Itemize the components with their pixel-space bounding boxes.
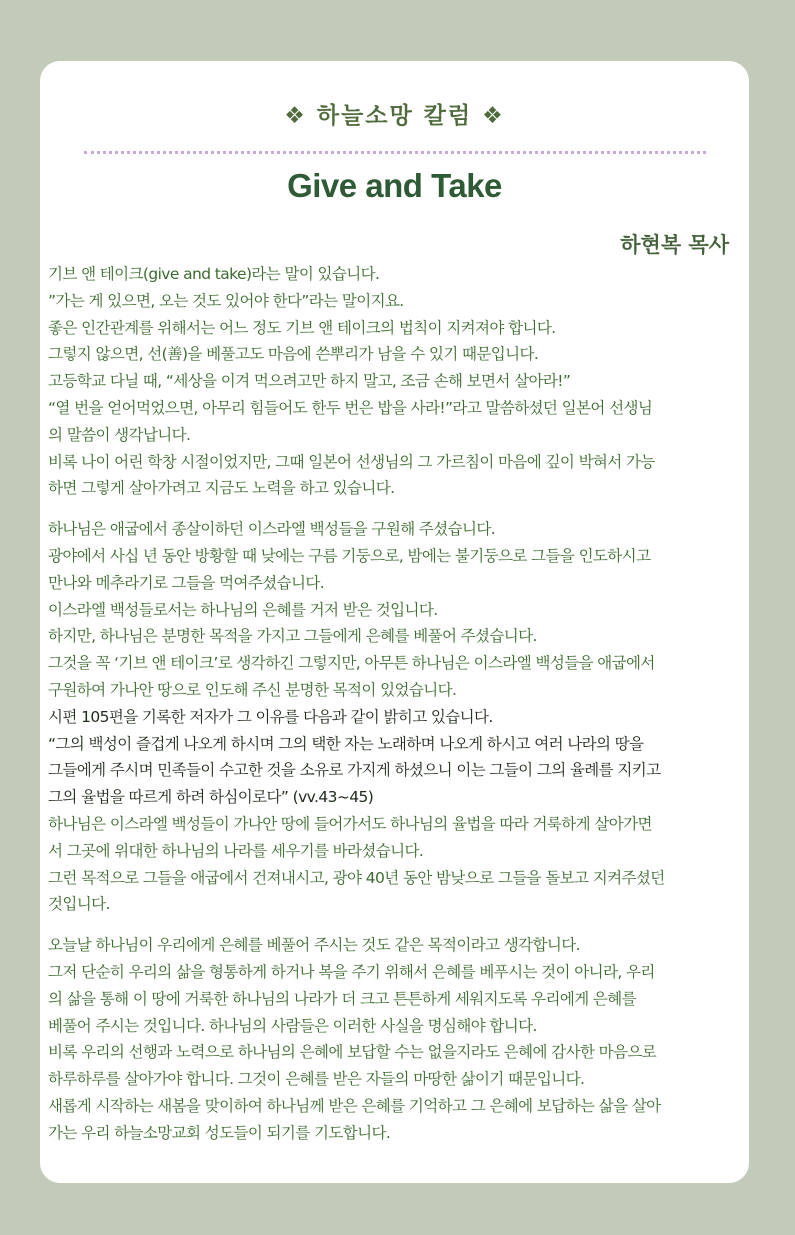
body-line: 새롭게 시작하는 새봄을 맞이하여 하나님께 받은 은혜를 기억하고 그 은혜에 보답하는 삶을 살아 [48,1096,661,1115]
body-line: 만나와 메추라기로 그들을 먹여주셨습니다. [48,573,325,592]
body-line: 것입니다. [48,895,110,914]
column-title: Give and Take [287,167,502,204]
body-line: 의 삶을 통해 이 땅에 거룩한 하나님의 나라가 더 크고 튼튼하게 세워지도록 우리에게 은혜를 [48,989,637,1008]
body-line: 하지만, 하나님은 분명한 목적을 가지고 그들에게 은혜를 베풀어 주셨습니다. [48,627,537,646]
body-line: 좋은 인간관계를 위해서는 어느 정도 기브 앤 테이크의 법칙이 지켜져야 합니다. [48,318,556,337]
scripture-quote-line: “그의 백성이 즐겁게 나오게 하시며 그의 택한 자는 노래하며 나오게 하시고 여러 나라의 땅을 [48,734,644,753]
body-line: 구원하여 가나안 땅으로 인도해 주신 분명한 목적이 있었습니다. [48,680,457,699]
body-line: 하면 그렇게 살아가려고 지금도 노력을 하고 있습니다. [48,479,395,498]
scripture-intro-line: 시편 105편을 기록한 저자가 그 이유를 다음과 같이 밝히고 있습니다. [48,707,493,726]
body-line: 그저 단순히 우리의 삶을 형통하게 하거나 복을 주기 위해서 은혜를 베푸시는 것이 아니라, 우리 [48,962,655,981]
body-line: “열 번을 얻어먹었으면, 아무리 힘들어도 한두 번은 밥을 사라!”라고 말씀하셨던 일본어 선생님 [48,398,653,417]
column-header: ❖ 하늘소망 칼럼 ❖ [284,103,505,129]
scripture-quote-line: 그의 율법을 따르게 하려 하심이로다” (vv.43~45) [48,788,374,807]
body-line: 하루하루를 살아가야 합니다. 그것이 은혜를 받은 자들의 마땅한 삶이기 때문입니다. [48,1070,585,1089]
body-line: 이스라엘 백성들로서는 하나님의 은혜를 거저 받은 것입니다. [48,600,438,619]
body-line: 가는 우리 하늘소망교회 성도들이 되기를 기도합니다. [48,1123,391,1142]
body-line: 그것을 꼭 ‘기브 앤 테이크’로 생각하긴 그렇지만, 아무튼 하나님은 이스라엘 백성들을 애굽에서 [48,654,655,673]
body-line: 그렇지 않으면, 선(善)을 베풀고도 마음에 쓴뿌리가 남을 수 있기 때문입니다. [48,345,539,364]
body-line: 의 말씀이 생각납니다. [48,425,191,444]
body-line: 서 그곳에 위대한 하나님의 나라를 세우기를 바라셨습니다. [48,841,424,860]
body-line: ”가는 게 있으면, 오는 것도 있어야 한다”라는 말이지요. [48,291,404,310]
paragraph-gap [48,502,748,516]
author-name: 하현복 목사 [620,233,729,257]
dotted-divider [84,151,706,154]
scripture-quote-line: 그들에게 주시며 민족들이 수고한 것을 소유로 가지게 하셨으니 이는 그들이 그의 율례를 지키고 [48,761,661,780]
body-line: 광야에서 사십 년 동안 방황할 때 낮에는 구름 기둥으로, 밤에는 불기둥으로 그들을 인도하시고 [48,546,651,565]
body-line: 그런 목적으로 그들을 애굽에서 건져내시고, 광야 40년 동안 밤낮으로 그들을 돌보고 지켜주셨던 [48,868,665,887]
column-body [48,261,748,1147]
body-line: 비록 나이 어린 학창 시절이었지만, 그때 일본어 선생님의 그 가르침이 마음에 깊이 박혀서 가능 [48,452,655,471]
body-line: 기브 앤 테이크(give and take)라는 말이 있습니다. [48,265,380,283]
column-card [40,61,749,1183]
body-line: 베풀어 주시는 것입니다. 하나님의 사람들은 이러한 사실을 명심해야 합니다. [48,1016,537,1035]
body-line: 고등학교 다닐 때, “세상을 이겨 먹으려고만 하지 말고, 조금 손해 보면서 살아라!” [48,372,571,391]
body-line: 오늘날 하나님이 우리에게 은혜를 베풀어 주시는 것도 같은 목적이라고 생각합니다. [48,936,580,955]
body-line: 하나님은 이스라엘 백성들이 가나안 땅에 들어가서도 하나님의 율법을 따라 거룩하게 살아가면 [48,814,652,833]
body-line: 비록 우리의 선행과 노력으로 하나님의 은혜에 보답할 수는 없을지라도 은혜에 감사한 마음으로 [48,1043,657,1062]
body-line: 하나님은 애굽에서 종살이하던 이스라엘 백성들을 구원해 주셨습니다. [48,520,496,539]
paragraph-gap [48,918,748,932]
